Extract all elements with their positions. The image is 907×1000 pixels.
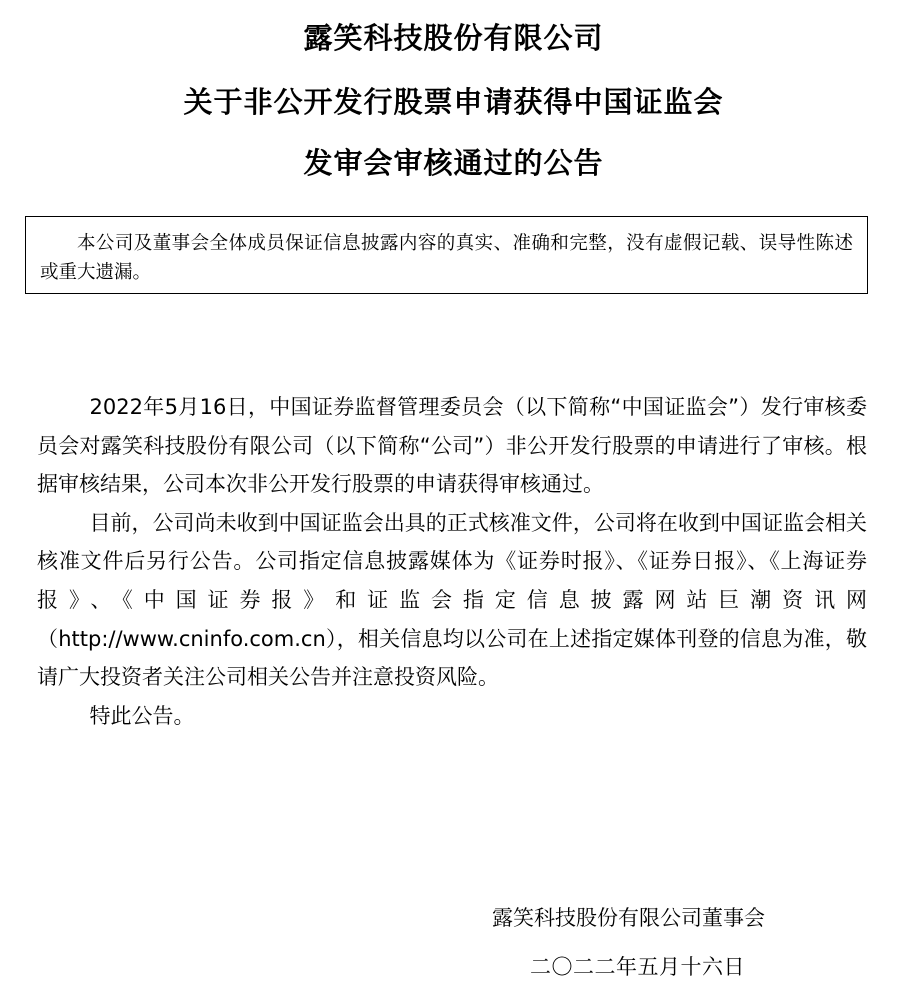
announcement-title-line-1: 关于非公开发行股票申请获得中国证监会 [183, 85, 724, 119]
company-name-title: 露笑科技股份有限公司 [303, 21, 604, 55]
signature-date: 二〇二二年五月十六日 [530, 955, 745, 979]
disclosure-statement-box [25, 216, 868, 294]
body-paragraph-approval-status: 目前，公司尚未收到中国证监会出具的正式核准文件，公司将在收到中国证监会相关核准文件后另行公告。公司指定信息披露媒体为《证券时报》、《证券日报》、《上海证券报》、《中国证券报》和证监会指定信息披露网站巨潮资讯网（http://www.cninfo.com.cn），相关信息均以公司在上述指定媒体刊登的信息为准，敬请广大投资者关注公司相关公告并注意投资风险。 [37, 510, 867, 690]
body-paragraph-closing: 特此公告。 [89, 703, 195, 728]
body-paragraph-review-result: 2022年5月16日，中国证券监督管理委员会（以下简称“中国证监会”）发行审核委员会对露笑科技股份有限公司（以下简称“公司”）非公开发行股票的申请进行了审核。根据审核结果，公司本次非公开发行股票的申请获得审核通过。 [37, 395, 867, 497]
announcement-title-line-2: 发审会审核通过的公告 [303, 146, 604, 180]
signature-board: 露笑科技股份有限公司董事会 [492, 906, 765, 930]
disclosure-statement-text: 本公司及董事会全体成员保证信息披露内容的真实、准确和完整，没有虚假记载、误导性陈述或重大遗漏。 [40, 233, 853, 283]
announcement-body [37, 388, 867, 735]
